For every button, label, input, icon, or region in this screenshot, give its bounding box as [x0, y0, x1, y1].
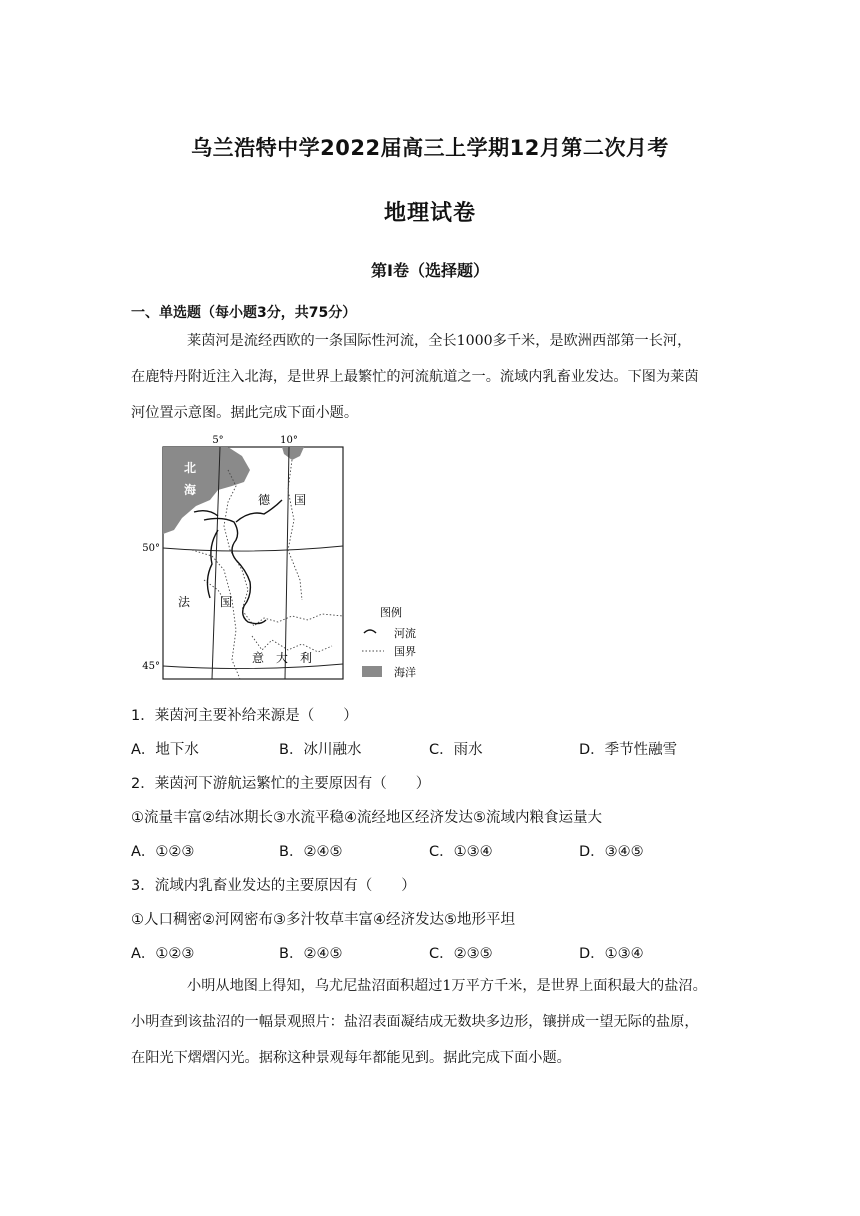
question-2-stem: 2．莱茵河下游航运繁忙的主要原因有（ ）	[131, 776, 431, 792]
question-3-statement: ①人口稠密②河网密布③多汁牧草丰富④经济发达⑤地形平坦	[131, 912, 515, 928]
germany-label-2: 国	[294, 493, 307, 507]
passage-line: 在阳光下熠熠闪光。据称这种景观每年都能见到。据此完成下面小题。	[131, 1050, 571, 1066]
passage-line: 小明从地图上得知，乌尤尼盐沼面积超过1万平方千米，是世界上面积最大的盐沼。	[187, 978, 707, 994]
legend-border-label: 国界	[394, 645, 416, 658]
legend-river-label: 河流	[394, 627, 416, 640]
question-3-option-d[interactable]: D．①③④	[579, 946, 644, 962]
legend-river-symbol	[364, 630, 376, 633]
question-1-option-d[interactable]: D．季节性融雪	[579, 742, 678, 758]
lat-label-45: 45°	[142, 661, 160, 672]
passage-uyuni	[131, 968, 741, 1076]
question-2-statement: ①流量丰富②结冰期长③水流平稳④流经地区经济发达⑤流域内粮食运量大	[131, 810, 602, 826]
exam-title: 乌兰浩特中学2022届高三上学期12月第二次月考	[191, 136, 669, 160]
part-heading: 第Ⅰ卷（选择题）	[371, 261, 489, 280]
legend-ocean-symbol	[362, 666, 382, 677]
france-label-2: 国	[220, 595, 233, 609]
italy-label: 意 大 利	[252, 651, 313, 665]
passage-rhine	[131, 323, 741, 431]
question-1-option-a[interactable]: A．地下水	[131, 742, 199, 758]
rhine-map	[132, 430, 432, 690]
question-2-option-a[interactable]: A．①②③	[131, 844, 195, 860]
legend-title: 图例	[380, 606, 402, 619]
section-heading: 一、单选题（每小题3分，共75分）	[131, 305, 357, 321]
north-sea-label-1: 北	[184, 461, 197, 475]
lon-label-10: 10°	[280, 435, 298, 446]
legend-ocean-label: 海洋	[394, 666, 416, 679]
question-3-option-c[interactable]: C．②③⑤	[429, 946, 493, 962]
passage-line: 小明查到该盐沼的一幅景观照片：盐沼表面凝结成无数块多边形，镶拼成一望无际的盐原，	[131, 1014, 699, 1030]
question-2-option-d[interactable]: D．③④⑤	[579, 844, 644, 860]
question-1-option-b[interactable]: B．冰川融水	[279, 742, 362, 758]
germany-label-1: 德	[258, 493, 271, 507]
north-sea-label-2: 海	[184, 483, 197, 497]
passage-line: 莱茵河是流经西欧的一条国际性河流，全长1000多千米，是欧洲西部第一长河，	[187, 333, 692, 349]
passage-line: 河位置示意图。据此完成下面小题。	[131, 405, 359, 421]
lon-label-5: 5°	[212, 435, 224, 446]
question-3-option-a[interactable]: A．①②③	[131, 946, 195, 962]
exam-subject: 地理试卷	[383, 201, 476, 226]
question-2-option-c[interactable]: C．①③④	[429, 844, 493, 860]
lat-label-50: 50°	[142, 543, 160, 554]
passage-line: 在鹿特丹附近注入北海，是世界上最繁忙的河流航道之一。流域内乳畜业发达。下图为莱茵	[131, 369, 699, 385]
question-1-stem: 1．莱茵河主要补给来源是（ ）	[131, 708, 358, 724]
question-1-option-c[interactable]: C．雨水	[429, 742, 483, 758]
france-label-1: 法	[178, 595, 191, 609]
question-3-stem: 3．流域内乳畜业发达的主要原因有（ ）	[131, 878, 416, 894]
question-3-option-b[interactable]: B．②④⑤	[279, 946, 343, 962]
question-2-option-b[interactable]: B．②④⑤	[279, 844, 343, 860]
